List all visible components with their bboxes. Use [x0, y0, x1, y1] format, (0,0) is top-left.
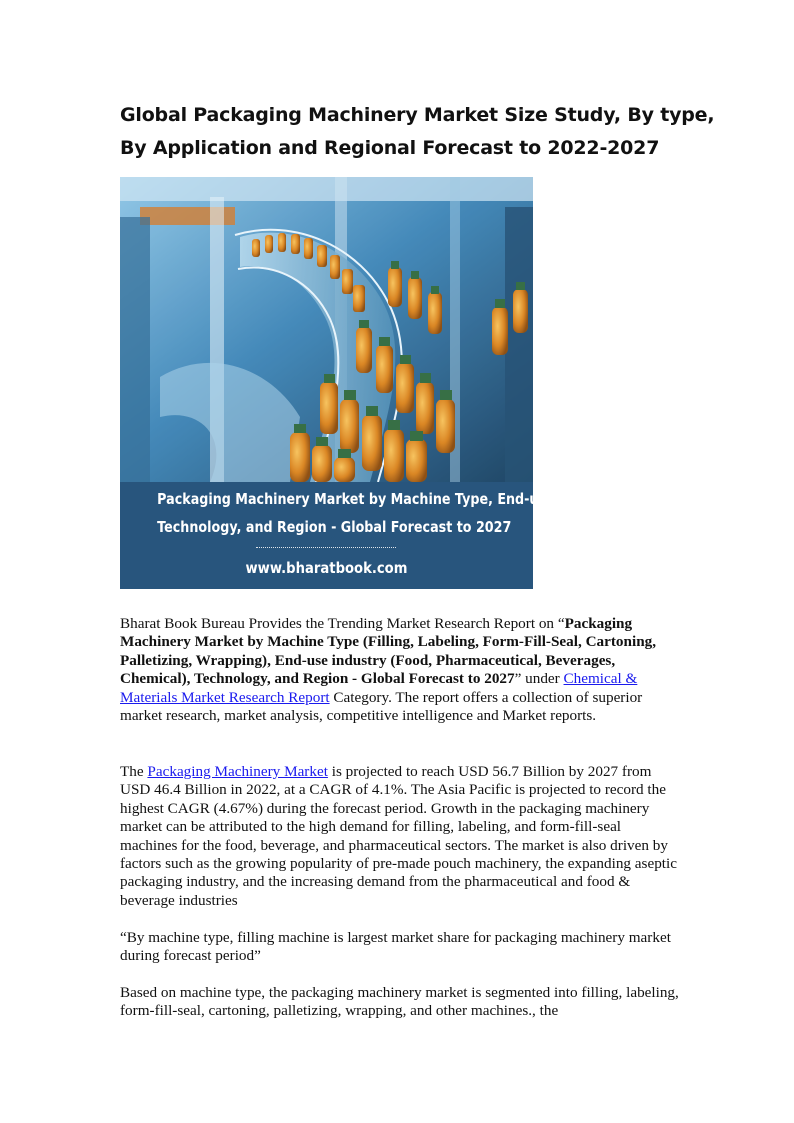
title-line-2: By Application and Regional Forecast to 2022-2027 [120, 137, 660, 159]
hero-image [120, 177, 623, 589]
market-paragraph [120, 763, 680, 910]
document-title [120, 99, 720, 165]
title-line-1: Global Packaging Machinery Market Size Study, By type, [120, 104, 715, 126]
intro-after-bold: ” under [514, 670, 564, 688]
market-tail: is projected to reach USD 56.7 Billion by 2027 from USD 46.4 Billion in 2022, at a CAGR of 4.1%. The Asia Pacific is projected to record the highest CAGR (4.67%) during the forecast period. Growth in the packaging machinery market can be attributed to the high demand for filling, labeling, and form-fill-seal machines for the food, beverage, and pharmaceutical sectors. The market is also driven by factors such as the growing popularity of pre-made pouch machinery, the expanding aseptic packaging industry, and the increasing demand from the pharmaceutical and food & beverage industries [120, 763, 677, 909]
banner-dotted-divider [256, 547, 396, 548]
banner-line-2: Technology, and Region - Global Forecast to 2027 [157, 518, 512, 536]
market-lead: The [120, 763, 148, 780]
bottling-line-illustration [120, 177, 533, 482]
quote-paragraph: “By machine type, filling machine is largest market share for packaging machinery market during forecast period” [120, 929, 671, 965]
intro-tail: Category. The report offers a collection of superior market research, market analysis, competitive intelligence and Market reports. [120, 688, 643, 725]
banner-website: www.bharatbook.com [245, 559, 408, 577]
banner-line-1: Packaging Machinery Market by Machine Type, End-use industry, [157, 490, 623, 508]
segment-paragraph: Based on machine type, the packaging machinery market is segmented into filling, labeling, form-fill-seal, cartoning, palletizing, wrapping, and other machines., the [120, 984, 679, 1020]
category-link[interactable]: Chemical & Materials Market Research Report [120, 670, 638, 706]
market-link[interactable]: Packaging Machinery Market [147, 763, 328, 780]
intro-lead: Bharat Book Bureau Provides the Trending Market Research Report on “ [120, 615, 565, 632]
report-title-bold: Packaging Machinery Market by Machine Type (Filling, Labeling, Form-Fill-Seal, Cartoning, Palletizing, Wrapping), End-use industry (Food, Pharmaceutical, Beverages, Chemical), Technology, and Region - Global Forecast to 2027 [120, 615, 657, 688]
hero-banner [120, 482, 623, 589]
intro-paragraph [120, 615, 680, 725]
